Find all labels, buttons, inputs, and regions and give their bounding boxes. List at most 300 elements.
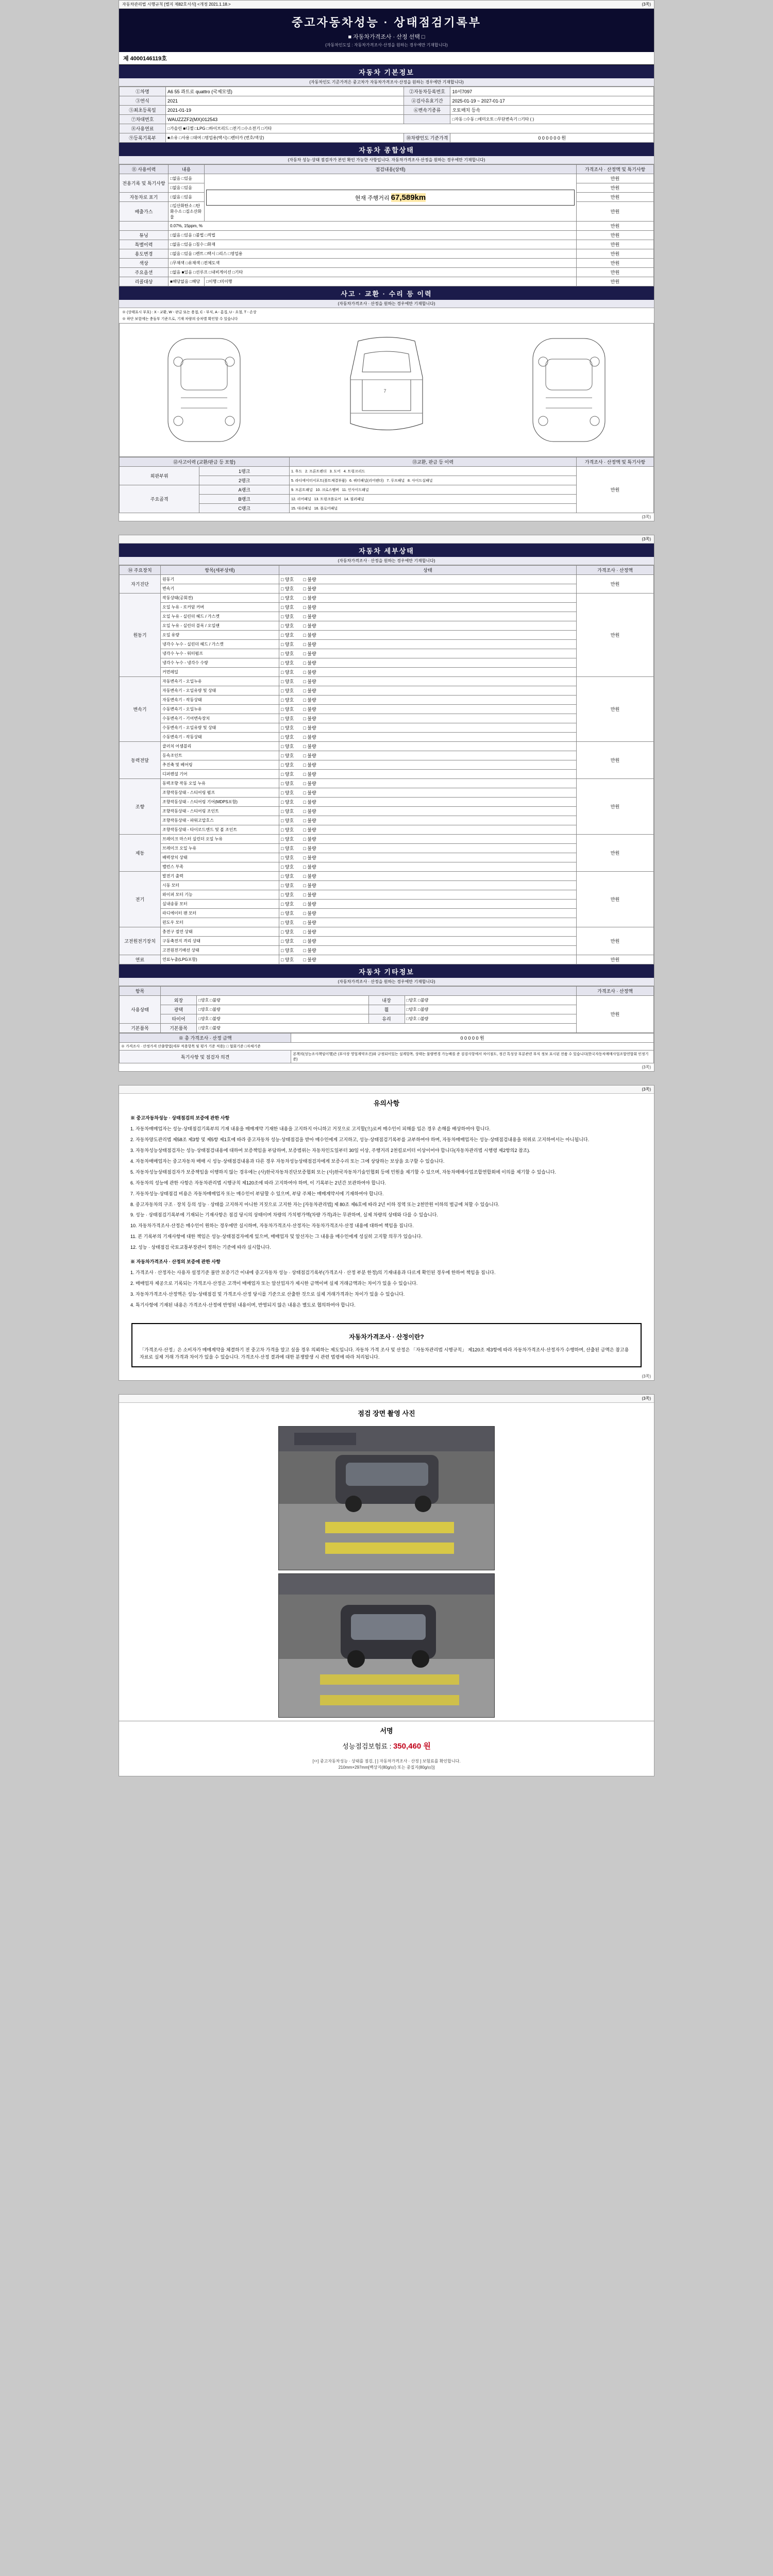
page-1-footer: (3쪽)	[642, 515, 651, 519]
page-3-num: (3쪽)	[642, 1087, 651, 1092]
table-row	[120, 640, 654, 649]
detail-status[interactable]: □ 양호 □ 불량	[279, 927, 577, 937]
detail-status[interactable]: □ 양호 □ 불량	[279, 668, 577, 677]
detail-item: 추진축 및 베어링	[161, 760, 279, 770]
page-number: (3쪽)	[642, 2, 651, 7]
page-3-footer: (3쪽)	[642, 1374, 651, 1379]
caution-subtitle-2: ※ 자동차가격조사 · 산정의 보증에 관한 사항	[130, 1259, 221, 1265]
detail-item: 클러치 어셈블리	[161, 742, 279, 751]
detail-item: 원동기	[161, 575, 279, 584]
photo-1-graphic	[279, 1427, 495, 1570]
detail-status[interactable]: □ 양호 □ 불량	[279, 779, 577, 788]
etc-label-1: 광택	[161, 1005, 197, 1014]
detail-group-6: 전기	[120, 872, 161, 927]
detail-status[interactable]: □ 양호 □ 불량	[279, 872, 577, 881]
caution-item: 10. 자동차가격조사·산정은 매수인이 원하는 경우에만 실시하며, 자동차가격조사·산정자는 자동차가격조사·산정 내용에 대하여 책임을 집니다.	[130, 1223, 414, 1229]
detail-fee: 만원	[577, 835, 654, 872]
overall-head-0: ⑪ 사용이력	[120, 165, 169, 174]
table-row	[120, 844, 654, 853]
overall-label-9: 리콜대상	[120, 277, 169, 286]
detail-item: 밸런스 부족	[161, 862, 279, 872]
detail-fee: 만원	[577, 872, 654, 927]
fee-row	[119, 1738, 654, 1756]
table-row	[120, 631, 654, 640]
table-row	[120, 872, 654, 881]
detail-status[interactable]: □ 양호 □ 불량	[279, 918, 577, 927]
detail-fee: 만원	[577, 927, 654, 955]
overall-val-9c: □이행 □미이행	[205, 277, 577, 286]
etc-head-1	[161, 987, 577, 996]
overall-fee-6: 만원	[577, 249, 654, 259]
accident-head-0: ⑫사고이력 (교환/판금 등 포함)	[120, 457, 290, 467]
basic-label-4: ⑧사용연료	[120, 124, 166, 133]
detail-status[interactable]: □ 양호 □ 불량	[279, 816, 577, 825]
basic-label-1: ③연식	[120, 96, 166, 106]
declaration-title: 자동차가격조사 · 산정이란?	[349, 1333, 424, 1341]
detail-fee: 만원	[577, 955, 654, 964]
document-subnote: (자동차인도일 : 자동차가격조사·산정을 원하는 경우에만 기재합니다)	[325, 43, 448, 47]
overall-val-1: □없음 □있음	[169, 183, 205, 193]
detail-status[interactable]: □ 양호 □ 불량	[279, 714, 577, 723]
detail-item: 조향작동상태 - 스티어링 펌프	[161, 788, 279, 798]
detail-status[interactable]: □ 양호 □ 불량	[279, 649, 577, 658]
table-row	[120, 955, 654, 964]
section-overall-note: (자동차 성능·상태 점검자가 본인 확인 가능한 사항입니다. 자동차가격조사·산정을 원하는 경우에만 기재합니다)	[119, 156, 654, 164]
etc-val2-0: □양호 □불량	[405, 996, 577, 1005]
detail-item: 조향작동상태 - 파워고압호스	[161, 816, 279, 825]
detail-status[interactable]: □ 양호 □ 불량	[279, 955, 577, 964]
svg-text:7: 7	[383, 388, 386, 394]
overall-fee-0: 만원	[577, 174, 654, 183]
detail-fee: 만원	[577, 742, 654, 779]
overall-emission: 0.07%, 15ppm, %	[169, 222, 577, 231]
etc-group-left2: 기본품목	[120, 1024, 161, 1033]
table-row	[120, 575, 654, 584]
detail-group-5: 제동	[120, 835, 161, 872]
basic-label-5: ⑨등록기록부	[120, 133, 166, 143]
accident-frames-c: 15. 대쉬패널 16. 플로어패널	[290, 504, 577, 513]
detail-status[interactable]: □ 양호 □ 불량	[279, 631, 577, 640]
accident-legend-2: ※ 하단 보험에는 충돌부 기준으로, 기재 차량의 승차별 확인할 수 있습니다	[122, 317, 238, 321]
detail-item: 충전구 절연 상태	[161, 927, 279, 937]
section-detail-note: (자동차가격조사 · 산정을 원하는 경우에만 기재합니다)	[119, 557, 654, 565]
detail-item: 수동변속기 - 오일누유	[161, 705, 279, 714]
detail-status[interactable]: □ 양호 □ 불량	[279, 742, 577, 751]
sign-title: 서명	[119, 1721, 654, 1738]
overall-label-5: 특별이력	[120, 240, 169, 249]
table-row	[120, 853, 654, 862]
section-basic-note: (자동차인도 기준가격은 중고차가 자동차가격조사·산정을 원하는 경우에만 기재합니다)	[119, 78, 654, 87]
basic-label2-2: ⑥변속기종류	[404, 106, 450, 115]
table-row	[120, 594, 654, 603]
detail-item: 라디에이터 팬 모터	[161, 909, 279, 918]
overall-table	[119, 164, 654, 286]
table-row	[120, 937, 654, 946]
detail-status[interactable]: □ 양호 □ 불량	[279, 603, 577, 612]
detail-item: 수동변속기 - 오일유량 및 상태	[161, 723, 279, 733]
overall-val-2: □없음 □있음	[169, 193, 205, 202]
detail-item: 오일 누유 - 실린더 헤드 / 가스켓	[161, 612, 279, 621]
table-row	[120, 612, 654, 621]
accident-group-1: 주요골격	[120, 485, 199, 513]
overall-fee-8: 만원	[577, 268, 654, 277]
detail-status[interactable]: □ 양호 □ 불량	[279, 575, 577, 584]
overall-fee-2: 만원	[577, 193, 654, 202]
detail-item: 브레이크 마스터 실린더 오일 누유	[161, 835, 279, 844]
caution-item: 6. 자동차의 성능에 관한 사항은 자동차관리법 시행규칙 제120조에 따라 고지하여야 하며, 이 기록부는 2년간 보관하여야 합니다.	[130, 1180, 386, 1185]
detail-status[interactable]: □ 양호 □ 불량	[279, 909, 577, 918]
car-top-diagram	[327, 331, 446, 449]
detail-fee: 만원	[577, 594, 654, 677]
table-row	[120, 621, 654, 631]
basic-value2-2: 오토매치 등속	[450, 106, 654, 115]
detail-status[interactable]: □ 양호 □ 불량	[279, 788, 577, 798]
basic-value2-5: 0 0 0 0 0 0 원	[450, 133, 654, 143]
table-row	[120, 946, 654, 955]
sign-footer	[119, 1756, 654, 1776]
overall-fee-1: 만원	[577, 183, 654, 193]
total-table	[119, 1033, 654, 1063]
detail-status[interactable]: □ 양호 □ 불량	[279, 686, 577, 696]
caution-item: 8. 중고자동차의 구조 · 장치 등의 성능 · 상태를 고지하지 아니한 거짓으로 고지한 자는 [자동차관리법] 제 80조 제6호에 따라 2년 이하 징역 또는 2천만원 이하의 벌금에 처할 수 있습니다.	[130, 1201, 499, 1207]
detail-item: 디퍼렌셜 기어	[161, 770, 279, 779]
table-row	[120, 816, 654, 825]
detail-body	[120, 575, 654, 964]
overall-label-6: 용도변경	[120, 249, 169, 259]
detail-head-3: 가격조사 · 산정액	[577, 566, 654, 575]
detail-item: 오일 누유 - 실린더 블록 / 오일팬	[161, 621, 279, 631]
document-title: 중고자동차성능 · 상태점검기록부	[291, 16, 482, 29]
overall-val-4: □없음 □있음 □불법 □적법	[169, 231, 577, 240]
detail-item: 브레이크 오일 누유	[161, 844, 279, 853]
table-row	[120, 779, 654, 788]
detail-status[interactable]: □ 양호 □ 불량	[279, 890, 577, 900]
detail-group-1: 원동기	[120, 594, 161, 677]
etc-head-0: 항목	[120, 987, 161, 996]
detail-head-0: ⑭ 주요장치	[120, 566, 161, 575]
accident-rank-1: 1랭크	[199, 467, 290, 476]
photos-title: 점검 장면 촬영 사진	[358, 1409, 415, 1417]
basic-value-2: 2021-01-19	[166, 106, 404, 115]
accident-frames-b: 12. 리어패널 13. 트렁크플로어 14. 필러패널	[290, 495, 577, 504]
section-overall-title: 자동차 종합상태	[119, 143, 654, 156]
caution-item: 9. 성능 · 상태점검기록부에 기재되는 기재사항은 점검 당시의 상태이며 차량의 가치평가액(차량 가격)과는 무관하며, 실제 차량의 상태와 다를 수 있습니다.	[130, 1212, 438, 1218]
document-subtitle: ■ 자동차가격조사 · 산정 선택 □	[348, 34, 425, 40]
detail-item: 조향작동상태 - 타이로드엔드 및 볼 조인트	[161, 825, 279, 835]
table-row	[120, 649, 654, 658]
section-accident-title: 사고 · 교환 · 수리 등 이력	[119, 286, 654, 300]
table-row	[120, 603, 654, 612]
detail-item: 자동변속기 - 오일유량 및 상태	[161, 686, 279, 696]
accident-legend-1: ※ (상태표시 부호) : X - 교환, W - 판금 또는 용접, C - 부식, A - 흠집, U - 요철, T - 손상	[122, 311, 257, 314]
detail-status[interactable]: □ 양호 □ 불량	[279, 844, 577, 853]
table-row	[120, 881, 654, 890]
overall-head-1: 내용	[169, 165, 205, 174]
overall-label-4: 튜닝	[120, 231, 169, 240]
detail-head-2: 상태	[279, 566, 577, 575]
basic-value2-3: □자동 □수동 □세미오토 □무단변속기 □기타 ( )	[450, 115, 654, 124]
detail-status[interactable]: □ 양호 □ 불량	[279, 900, 577, 909]
detail-item: 연료누출(LPG포함)	[161, 955, 279, 964]
mileage-label: 현재 주행거리	[355, 195, 390, 201]
overall-fee-5: 만원	[577, 240, 654, 249]
caution-item: 12. 성능 · 상태점검 국토교통부장관이 정하는 기준에 따라 실시합니다.	[130, 1245, 271, 1250]
basic-value-1: 2021	[166, 96, 404, 106]
inspection-photo-2	[278, 1573, 495, 1718]
etc-label-3: 기본품목	[161, 1024, 197, 1033]
detail-group-0: 자기진단	[120, 575, 161, 594]
etc-val2-2: □양호 □불량	[405, 1014, 577, 1024]
basic-value-0: A6 55 콰트로 quattro (국제모델)	[166, 87, 404, 96]
page-header-note	[119, 1, 654, 9]
table-row	[120, 770, 654, 779]
caution-item: 2. 매매업자 제공으로 기록되는 가격조사·산정은 고객이 매매업자 또는 알선업자가 제시한 금액이며 실제 거래금액과는 차이가 있을 수 있습니다.	[130, 1281, 418, 1286]
detail-head-1: 항목(세부상태)	[161, 566, 279, 575]
detail-item: 시동 모터	[161, 881, 279, 890]
accident-history-table	[119, 457, 654, 513]
basic-value-5: ■소유 □사용 □대여 □영업용(택시) □렌터카 (번호/색상)	[166, 133, 404, 143]
overall-fee-3b: 만원	[577, 222, 654, 231]
basic-label-2: ⑤최초등록일	[120, 106, 166, 115]
detail-item: 조향작동상태 - 스티어링 기어(MDPS포함)	[161, 798, 279, 807]
caution-item: 4. 자동차매매업자는 중고자동차 매매 시 성능·상태점검내용과 다른 경우 자동차성능상태점검자에게 보증수리 또는 그에 상당하는 보상을 요구할 수 있습니다.	[130, 1158, 445, 1164]
detail-status[interactable]: □ 양호 □ 불량	[279, 770, 577, 779]
detail-status[interactable]: □ 양호 □ 불량	[279, 760, 577, 770]
table-row	[120, 723, 654, 733]
overall-label-7: 색상	[120, 259, 169, 268]
detail-status[interactable]: □ 양호 □ 불량	[279, 825, 577, 835]
total-note: ※ 가격조사 · 산정가격 산출방법(세부 적용항목 및 평가 기준 적용): □ 협회기준 □자체기준	[120, 1043, 654, 1050]
overall-val-7: □무채색 □유채색 □전체도색	[169, 259, 577, 268]
overall-val-3: □일산화탄소 □탄화수소 □질소산화물	[169, 202, 205, 222]
caution-items	[130, 1126, 643, 1251]
table-row	[120, 927, 654, 937]
caution-subtitle: ※ 중고자동차성능 · 상태점검의 보증에 관한 사항	[130, 1115, 230, 1121]
detail-status[interactable]: □ 양호 □ 불량	[279, 937, 577, 946]
page-2-header-note	[119, 535, 654, 544]
detail-item: 냉각수 누수 - 냉각수 수량	[161, 658, 279, 668]
table-row	[120, 862, 654, 872]
etc-val2-1: □양호 □불량	[405, 1005, 577, 1014]
table-row	[120, 798, 654, 807]
mileage-value: 67,589km	[391, 193, 426, 202]
basic-label-0: ①차명	[120, 87, 166, 96]
basic-label-3: ⑦차대번호	[120, 115, 166, 124]
detail-status[interactable]: □ 양호 □ 불량	[279, 946, 577, 955]
page-4-num: (3쪽)	[642, 1396, 651, 1401]
overall-fee-7: 만원	[577, 259, 654, 268]
overall-label-3b	[120, 222, 169, 231]
detail-status[interactable]: □ 양호 □ 불량	[279, 594, 577, 603]
detail-status[interactable]: □ 양호 □ 불량	[279, 612, 577, 621]
overall-label-2: 자동차로 표기	[120, 193, 169, 202]
overall-label-3: 배출가스	[120, 202, 169, 222]
caution-item: 1. 가격조사 · 산정자는 사용자 설정기준 불만 보증기간 이내에 중고자동차 성능 · 상태점검기록부(가격조사 · 산정 부분 한정)의 기재내용과 다르게 확인된 경우에 한하여 책임을 집니다.	[130, 1270, 496, 1276]
declaration-text: 「가격조사·산정」은 소비자가 매매계약을 체결하기 전 중고차 가격을 알고 싶을 경우 의뢰하는 제도입니다. 자동차 가격 조사 및 산정은 「자동차관리법 시행규칙」 제120조 제3항에 따라 자동차가격조사·산정자가 수행하며, 산출된 금액은 참고용 자료로 실제 거래 가격과 차이가 있을 수 있습니다. 가격조사·산정 결과에 대한 분쟁발생 시 관련 법령에 따라 처리됩니다.	[140, 1347, 629, 1360]
fee-value: 350,460 원	[393, 1741, 431, 1751]
detail-status[interactable]: □ 양호 □ 불량	[279, 807, 577, 816]
etc-table	[119, 986, 654, 1033]
detail-status[interactable]: □ 양호 □ 불량	[279, 705, 577, 714]
accident-head-1: ⑬교환, 판금 등 이력	[290, 457, 577, 467]
detail-status[interactable]: □ 양호 □ 불량	[279, 621, 577, 631]
table-row	[120, 760, 654, 770]
detail-status[interactable]: □ 양호 □ 불량	[279, 862, 577, 872]
detail-item: 고전원전기배선 상태	[161, 946, 279, 955]
accident-group-0: 외판부위	[120, 467, 199, 485]
detail-status[interactable]: □ 양호 □ 불량	[279, 853, 577, 862]
accident-rank-a: A랭크	[199, 485, 290, 495]
table-row	[120, 835, 654, 844]
mileage-box	[206, 190, 575, 206]
detail-item: 냉각수 누수 - 실린더 헤드 / 가스켓	[161, 640, 279, 649]
detail-item: 실내송풍 모터	[161, 900, 279, 909]
detail-item: 구동축전지 격리 상태	[161, 937, 279, 946]
accident-rank-b: B랭크	[199, 495, 290, 504]
detail-item: 조향작동상태 - 스티어링 조인트	[161, 807, 279, 816]
detail-item: 수동변속기 - 작동상태	[161, 733, 279, 742]
detail-table	[119, 565, 654, 964]
detail-status[interactable]: □ 양호 □ 불량	[279, 798, 577, 807]
caution-item: 11. 본 기록부의 기재사항에 대한 책임은 성능·상태점검자에게 있으며, 매매업자 및 알선자는 그 내용을 매수인에게 성실히 고지할 의무가 있습니다.	[130, 1234, 423, 1240]
detail-item: 윈도우 모터	[161, 918, 279, 927]
detail-status[interactable]: □ 양호 □ 불량	[279, 658, 577, 668]
overall-label-8: 주요옵션	[120, 268, 169, 277]
detail-fee: 만원	[577, 779, 654, 835]
etc-val-1: □양호 □불량	[197, 1005, 369, 1014]
etc-val-2: □양호 □불량	[197, 1014, 369, 1024]
etc-group-left: 사용상태	[120, 996, 161, 1024]
page-4-header-note	[119, 1395, 654, 1403]
table-row	[120, 742, 654, 751]
detail-group-7: 고전원전기장치	[120, 927, 161, 955]
caution-list	[119, 1110, 654, 1318]
detail-item: 커먼레일	[161, 668, 279, 677]
detail-item: 자동변속기 - 작동상태	[161, 696, 279, 705]
mileage-cell	[205, 174, 577, 222]
detail-item: 냉각수 누수 - 워터펌프	[161, 649, 279, 658]
detail-item: 자동변속기 - 오일누유	[161, 677, 279, 686]
detail-item: 동력조향 작동 오일 누유	[161, 779, 279, 788]
car-side-left-diagram	[158, 331, 250, 449]
table-row	[120, 733, 654, 742]
section-detail-title: 자동차 세부상태	[119, 544, 654, 557]
etc-label2-0: 내장	[368, 996, 405, 1005]
table-row	[120, 686, 654, 696]
caution-item: 3. 자동차성능상태점검자는 성능·상태점검내용에 대하여 보증책임을 부담하며, 보증범위는 자동차인도일부터 30일 이상, 주행거리 2천킬로미터 이상이어야 합니다(자동차관리법 시행령 제2항의2 참조).	[130, 1147, 530, 1153]
detail-status[interactable]: □ 양호 □ 불량	[279, 584, 577, 594]
caution-item: 2. 자동차양도관리법 제58조 제3항 및 제5항 제1호에 따라 중고자동차 성능·상태점검을 받아 매수인에게 고지하고, 성능·상태점검기록부를 교부하여야 하며, 자동차매매업자는 성능·상태점검내용을 허위로 고지하여서는 아니됩니다.	[130, 1137, 590, 1142]
basic-label2-5: ⑩차량인도 기준가격	[404, 133, 450, 143]
table-row	[120, 909, 654, 918]
table-row	[120, 668, 654, 677]
document-header	[119, 9, 654, 52]
page-3	[119, 1085, 654, 1381]
basic-label2-1: ④검사유효기간	[404, 96, 450, 106]
detail-item: 오일 누유 - 로커암 커버	[161, 603, 279, 612]
overall-head-3: 가격조사 · 산정액 및 특기사항	[577, 165, 654, 174]
sign-foot-1: [ㅁ] 중고자동차성능 · 상태를 점검, [ ] 자동차가격조사 · 산정 ] 보험료를 확인합니다.	[312, 1758, 461, 1764]
overall-fee-4: 만원	[577, 231, 654, 240]
total-value: 0 0 0 0 0 원	[291, 1033, 654, 1043]
etc-label-2: 타이어	[161, 1014, 197, 1024]
basic-value2-1: 2025-01-19 ~ 2027-01-17	[450, 96, 654, 106]
inspection-photo-1	[278, 1426, 495, 1570]
etc-val-3: □양호 □불량	[197, 1024, 577, 1033]
etc-label-0: 외장	[161, 996, 197, 1005]
table-row	[120, 677, 654, 686]
detail-fee: 만원	[577, 575, 654, 594]
detail-group-3: 동력전달	[120, 742, 161, 779]
check-label: 특기사항 및 점검자 의견	[120, 1050, 291, 1063]
check-text: 본책의(성능조사책임이행)은 (부사장 영업계약조건)와 규정되어있는 설계항목, 상태는 불량변경 가능배를 준 검검사항에서 차이점도, 정건 특성상 부분관련 부식 정보 표시된 전품 수 있습니다(한국자동차매매사업조합연합회 인정기준)	[291, 1050, 654, 1063]
basic-value2-0: 10서7097	[450, 87, 654, 96]
detail-status[interactable]: □ 양호 □ 불량	[279, 640, 577, 649]
total-label: ※ 총 가격조사 · 산정 금액	[120, 1033, 291, 1043]
detail-item: 와이퍼 모터 기능	[161, 890, 279, 900]
etc-label2-2: 유리	[368, 1014, 405, 1024]
detail-item: 변속기	[161, 584, 279, 594]
page-3-header-note	[119, 1086, 654, 1094]
sign-foot-2: 210mm×297mm[백상지(80g/㎡) 또는 중질지(80g/㎡)]	[338, 1765, 435, 1770]
detail-status[interactable]: □ 양호 □ 불량	[279, 835, 577, 844]
table-row	[120, 788, 654, 798]
table-row	[120, 584, 654, 594]
caution-items-2	[130, 1269, 643, 1309]
caution-item: 3. 자동차가격조사·산정액은 성능·상태점검 및 가격조사·산정 당시를 기준으로 산출한 것으로 실제 거래가격과는 차이가 있을 수 있습니다.	[130, 1292, 405, 1297]
document-number: 제 4000146119호	[119, 52, 654, 65]
table-row	[120, 825, 654, 835]
overall-fee-9: 만원	[577, 277, 654, 286]
detail-item: 작동상태(공회전)	[161, 594, 279, 603]
detail-status[interactable]: □ 양호 □ 불량	[279, 733, 577, 742]
table-row	[120, 714, 654, 723]
accident-rank-c: C랭크	[199, 504, 290, 513]
declaration-box	[131, 1323, 642, 1367]
detail-status[interactable]: □ 양호 □ 불량	[279, 881, 577, 890]
section-etc-title: 자동차 기타정보	[119, 964, 654, 978]
detail-item: 배력장치 상태	[161, 853, 279, 862]
detail-group-8: 연료	[120, 955, 161, 964]
table-row	[120, 918, 654, 927]
table-row	[120, 890, 654, 900]
page-1	[119, 0, 654, 521]
section-accident-note: (자동차가격조사 · 산정을 원하는 경우에만 기재합니다)	[119, 300, 654, 308]
detail-group-4: 조향	[120, 779, 161, 835]
basic-value-4: □가솔린 ■디젤 □LPG □하이브리드 □전기 □수소전기 □기타	[166, 124, 654, 133]
page-4	[119, 1394, 654, 1776]
detail-status[interactable]: □ 양호 □ 불량	[279, 696, 577, 705]
detail-status[interactable]: □ 양호 □ 불량	[279, 677, 577, 686]
page-2-num: (3쪽)	[642, 537, 651, 541]
overall-val-6: □없음 □있음 □렌트 □택시 □리스 □영업용	[169, 249, 577, 259]
detail-status[interactable]: □ 양호 □ 불량	[279, 723, 577, 733]
photo-2-graphic	[279, 1574, 495, 1718]
basic-value-3: WAUZZZF2(MX)012543	[166, 115, 404, 124]
detail-status[interactable]: □ 양호 □ 불량	[279, 751, 577, 760]
caution-item: 1. 자동차매매업자는 성능·상태점검기록부의 기재 내용을 매매계약 기재한 내용을 고지하지 아니하고 거짓으로 고지할(으)로써 매수인이 피해를 입은 경우 손해를 배상하여야 합니다.	[130, 1126, 491, 1131]
page-2	[119, 535, 654, 1072]
accident-rank-2: 2랭크	[199, 476, 290, 485]
detail-item: 수동변속기 - 기어변속장치	[161, 714, 279, 723]
accident-frames-a: 9. 프론트패널 10. 크로스멤버 11. 인사이드패널	[290, 485, 577, 495]
fee-label: 성능점검보험료 :	[342, 1742, 392, 1750]
detail-group-2: 변속기	[120, 677, 161, 742]
form-reference: 자동차관리법 시행규칙 [별지 제82호서식] <개정 2021.1.18.>	[122, 2, 231, 7]
car-diagram	[119, 323, 654, 457]
table-row	[120, 658, 654, 668]
caution-item: 7. 자동차성능·상태점검 비용은 자동차매매업자 또는 매수인이 부담할 수 있으며, 부담 주체는 매매계약서에 기재하여야 합니다.	[130, 1191, 384, 1196]
